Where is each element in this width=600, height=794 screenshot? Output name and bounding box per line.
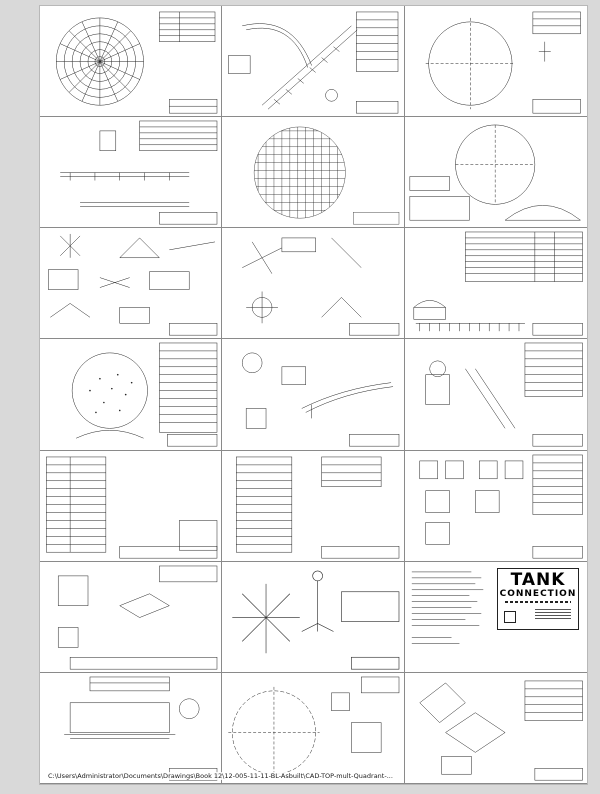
drawing-beam-details <box>40 117 222 228</box>
drawing-foundation-plan <box>222 673 404 784</box>
drawing-rafter-layout <box>222 562 404 673</box>
rafter-layout-drawing <box>222 562 403 672</box>
anchor-layout-drawing <box>40 339 221 449</box>
title-block-tile <box>405 562 587 673</box>
drawing-stiffener-details <box>405 673 587 784</box>
drawing-sheet <box>40 6 587 784</box>
material-list-drawing <box>405 228 587 338</box>
stiffener-details-drawing <box>405 673 587 783</box>
drawing-parts-list <box>222 451 404 562</box>
dome-plan-drawing <box>405 117 587 227</box>
drawing-nozzle-details <box>405 339 587 450</box>
plate-detail-drawing <box>40 562 221 672</box>
floor-grid-drawing <box>222 117 403 227</box>
tank-connection-logo <box>497 568 579 630</box>
base-plate-drawing <box>40 673 221 783</box>
drawing-floor-grid <box>222 117 404 228</box>
stair-elevation-drawing <box>222 6 403 116</box>
logo-rule <box>505 601 571 603</box>
vent-details-drawing <box>222 339 403 449</box>
drawing-stair-elevation <box>222 6 404 117</box>
drawing-splice-details <box>222 228 404 339</box>
drawing-anchor-layout <box>40 339 222 450</box>
connection-details-drawing <box>40 228 221 338</box>
parts-list-drawing <box>222 451 403 561</box>
drawing-roof-plan-tiles <box>40 6 222 117</box>
logo-word-tank: TANK <box>510 569 566 590</box>
drawing-shell-plan <box>405 6 587 117</box>
drawing-base-plate <box>40 673 222 784</box>
bolt-schedule-drawing <box>40 451 221 561</box>
foundation-plan-drawing <box>222 673 403 783</box>
shell-plan-drawing <box>405 6 587 116</box>
roof-plan-drawing <box>40 6 221 116</box>
logo-word-connection: CONNECTION <box>499 588 577 599</box>
logo-badge-icon <box>504 611 516 623</box>
clip-details-drawing <box>405 451 587 561</box>
drawing-connection-details <box>40 228 222 339</box>
drawing-clip-details <box>405 451 587 562</box>
drawing-grid <box>40 6 587 784</box>
file-path-footer: C:\Users\Administrator\Documents\Drawings\Book 12\12-005-11-11-BL-Asbuilt\CAD-TOP-mult-Quadrant-... <box>48 772 393 780</box>
drawing-bolt-schedule <box>40 451 222 562</box>
drawing-vent-details <box>222 339 404 450</box>
beam-details-drawing <box>40 117 221 227</box>
nozzle-details-drawing <box>405 339 587 449</box>
splice-details-drawing <box>222 228 403 338</box>
drawing-dome-plan <box>405 117 587 228</box>
drawing-material-list <box>405 228 587 339</box>
drawing-plate-detail <box>40 562 222 673</box>
